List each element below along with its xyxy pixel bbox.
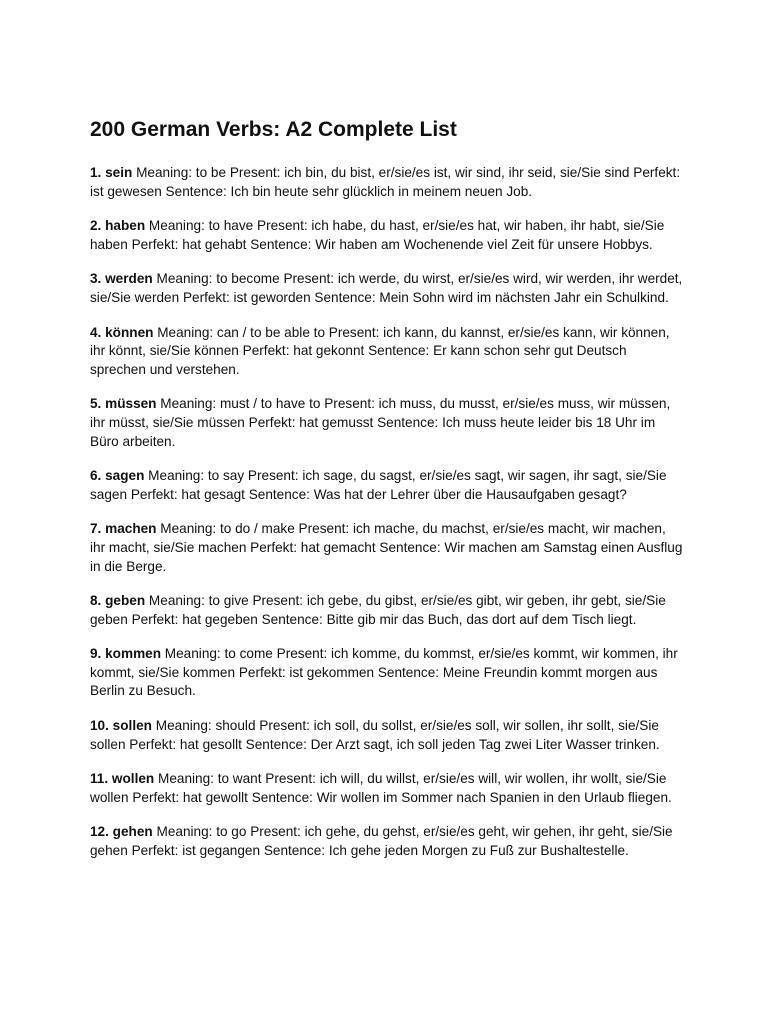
- verb-heading: 5. müssen: [90, 396, 157, 412]
- verb-heading: 1. sein: [90, 165, 133, 180]
- verb-heading: 4. können: [90, 324, 154, 340]
- verb-description: Meaning: to want Present: ich will, du willst, er/sie/es will, wir wollen, ihr wollt, sie/Sie wollen Perfekt: hat gewollt Sentence: Wir wollen im Sommer nach Spanien in den Urlaub fliegen.: [90, 771, 672, 805]
- verb-description: Meaning: can / to be able to Present: ich kann, du kannst, er/sie/es kann, wir können, ihr könnt, sie/Sie können Perfekt: hat gekonnt Sentence: Er kann schon sehr gut Deutsch sprechen und verstehen.: [90, 324, 670, 377]
- verb-heading: 6. sagen: [90, 468, 145, 484]
- verb-entry: [90, 217, 684, 254]
- verb-heading: 8. geben: [90, 593, 146, 609]
- verb-heading: 12. gehen: [90, 824, 153, 840]
- verb-entry: [90, 592, 684, 629]
- verb-heading: 11. wollen: [90, 771, 155, 787]
- verb-description: Meaning: to say Present: ich sage, du sagst, er/sie/es sagt, wir sagen, ihr sagt, sie/Sie sagen Perfekt: hat gesagt Sentence: Was hat der Lehrer über die Hausaufgaben gesagt?: [90, 468, 667, 502]
- verb-heading: 7. machen: [90, 521, 157, 537]
- verb-heading: 3. werden: [90, 271, 153, 287]
- verb-entry: [90, 717, 684, 754]
- document-title: 200 German Verbs: A2 Complete List: [90, 118, 457, 141]
- verb-description: Meaning: to come Present: ich komme, du kommst, er/sie/es kommt, wir kommen, ihr kommt, sie/Sie kommen Perfekt: ist gekommen Sentence: Meine Freundin kommt morgen aus Berlin zu Besuch.: [90, 646, 678, 699]
- verb-description: Meaning: to become Present: ich werde, du wirst, er/sie/es wird, wir werden, ihr werdet, sie/Sie werden Perfekt: ist geworden Sentence: Mein Sohn wird im nächsten Jahr ein Schulkind.: [90, 271, 683, 305]
- verb-description: Meaning: to be Present: ich bin, du bist, er/sie/es ist, wir sind, ihr seid, sie/Sie sind Perfekt: ist gewesen Sentence: Ich bin heute sehr glücklich in meinem neuen Job.: [90, 165, 681, 199]
- verb-description: Meaning: to go Present: ich gehe, du gehst, er/sie/es geht, wir gehen, ihr geht, sie/Sie gehen Perfekt: ist gegangen Sentence: Ich gehe jeden Morgen zu Fuß zur Bushaltestelle.: [90, 824, 673, 859]
- verb-entry: [90, 324, 684, 380]
- verb-entry: [90, 645, 684, 701]
- verb-heading: 10. sollen: [90, 718, 152, 734]
- verb-description: Meaning: to do / make Present: ich mache, du machst, er/sie/es macht, wir machen, ihr macht, sie/Sie machen Perfekt: hat gemacht Sentence: Wir machen am Samstag einen Ausflug in die Berge.: [90, 521, 683, 574]
- verb-description: Meaning: to have Present: ich habe, du hast, er/sie/es hat, wir haben, ihr habt, sie/Sie haben Perfekt: hat gehabt Sentence: Wir haben am Wochenende viel Zeit für unsere Hobbys.: [90, 218, 665, 252]
- verb-entry: [90, 823, 684, 860]
- verb-description: Meaning: should Present: ich soll, du sollst, er/sie/es soll, wir sollen, ihr sollt, sie/Sie sollen Perfekt: hat gesollt Sentence: Der Arzt sagt, ich soll jeden Tag zwei Liter Wasser trinken.: [90, 718, 660, 752]
- verb-entry: [90, 164, 684, 201]
- verb-description: Meaning: to give Present: ich gebe, du gibst, er/sie/es gibt, wir geben, ihr gebt, sie/Sie geben Perfekt: hat gegeben Sentence: Bitte gib mir das Buch, das dort auf dem Tisch liegt.: [90, 593, 666, 627]
- verb-entry: [90, 395, 684, 451]
- verb-heading: 9. kommen: [90, 646, 162, 662]
- verb-entry: [90, 770, 684, 807]
- verb-entry: [90, 467, 684, 504]
- verb-heading: 2. haben: [90, 218, 146, 234]
- verb-description: Meaning: must / to have to Present: ich muss, du musst, er/sie/es muss, wir müssen, ihr müsst, sie/Sie müssen Perfekt: hat gemusst Sentence: Ich muss heute leider bis 18 Uhr im Büro arbeiten.: [90, 396, 671, 449]
- verb-entry: [90, 270, 684, 307]
- document-page: [90, 116, 684, 877]
- verb-entry: [90, 520, 684, 576]
